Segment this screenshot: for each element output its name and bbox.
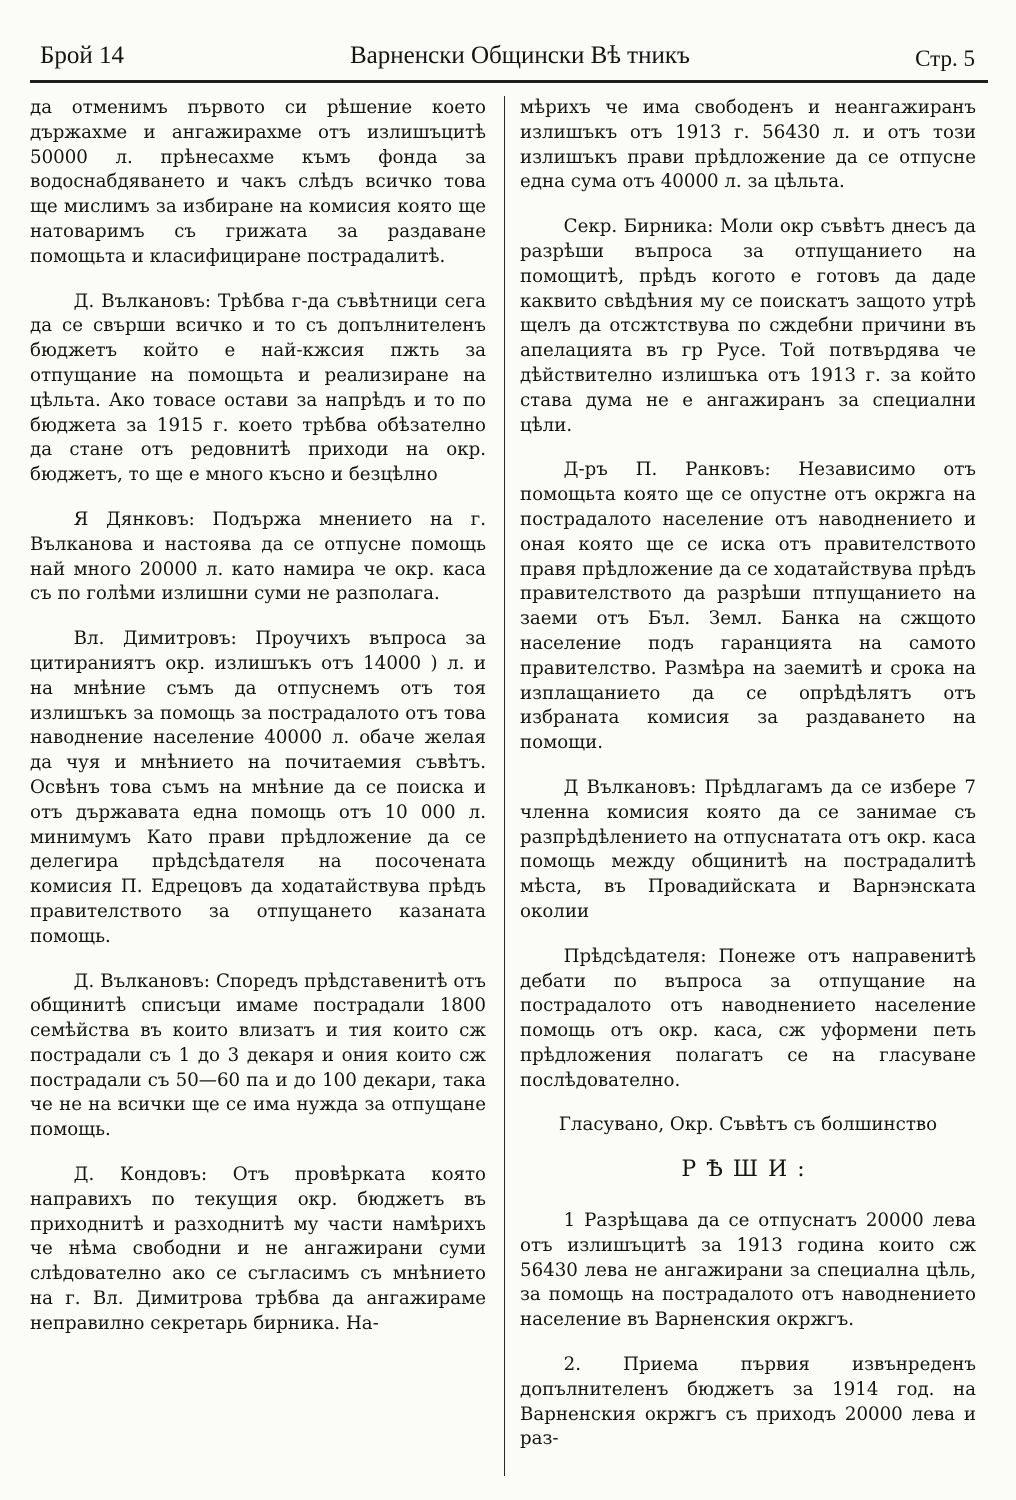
header-rule <box>30 80 988 83</box>
vote-line: Гласувано, Окр. Съвѣтъ съ болшинство <box>558 1114 938 1136</box>
paragraph: Д. Вълкановъ: Трѣбва г-да съвѣтници сега да се свърши всичко и то съ допълнителенъ бюджетъ който е най-кжсия пжть за отпущание на помощьта и реализиране на цѣльта. Ако товасе остави за напрѣдъ и то по бюджета за 1915 г. което трѣбва обѣзателно да стане отъ редовнитѣ приходи на окр. бюджетъ, то ще е много късно и безцѣлно <box>30 290 486 486</box>
page-header <box>30 28 990 78</box>
page-number: Стр. 5 <box>915 46 975 71</box>
paragraph: Д. Кондовъ: Отъ провѣрката която направихъ по текущия окр. бюджетъ въ приходнитѣ и разходнитѣ му части намѣрихъ че нѣма свободни и не ангажирани суми слѣдователно ако се съгласимъ съ мнѣнието на г. Вл. Димитрова трѣбва да ангажираме неправилно секретарь бирника. На- <box>30 1164 486 1334</box>
paragraph: Прѣдсѣдателя: Понеже отъ направенитѣ дебати по въпроса за отпущание на пострадалото отъ наводнението население помощь отъ окр. каса, сж уформени петь прѣдложения полагатъ се на гласуване послѣдователно. <box>520 945 976 1091</box>
paragraph: Вл. Димитровъ: Проучихъ въпроса за цитираниятъ окр. излишъкъ отъ 14000 ) л. и на мнѣние съмъ да отпуснемъ отъ тоя излишъкъ за помощь за пострадалото отъ това наводнение население 40000 л. обаче желая да чуя и мнѣнието на почитаемия съвѣтъ. Освѣнъ това съмъ на мнѣние да се поиска и отъ държавата една помощь отъ 10 000 л. минимумъ Като прави прѣдложение да се делегира прѣдсѣдателя на посочената комисия П. Едрецовъ да ходатайствува прѣдъ правителството за отпущането казаната помощь. <box>30 628 486 947</box>
paragraph: Д. Вълкановъ: Споредъ прѣдставенитѣ отъ общинитѣ списъци имаме пострадали 1800 семѣйства въ които влизатъ и тия които сж пострадали съ 1 до 3 декаря и ония които сж пострадали съ 50—60 па и до 100 декари, така че не на всички ще се има нужда за отпущане помощь. <box>30 970 486 1141</box>
paragraph: Секр. Бирника: Моли окр съвѣтъ днесъ да разрѣши въпроса за отпущанието на помощитѣ, прѣдъ когото е готовъ да даде каквито свѣдѣния му се поискатъ защото утрѣ щелъ да отсжтствува по сждебни причини въ апелацията въ гр Русе. Той потвърдява че дѣйствително излишъка отъ 1913 г. за който става дума не е ангажиранъ за специални цѣли. <box>520 216 976 436</box>
right-column <box>520 96 976 1476</box>
issue-number: Брой 14 <box>40 42 124 69</box>
paragraph: Д Вълкановъ: Прѣдлагамъ да се избере 7 членна комисия която да се занимае съ разпрѣдѣлението на отпуснатата отъ окр. каса помощь между общинитѣ на пострадалитѣ мѣста, въ Провадийската и Варнэнската околии <box>520 776 976 922</box>
paragraph: Д-ръ П. Ранковъ: Независимо отъ помощьта която ще се опустне отъ окржга на пострадалото население отъ наводнението и оная която ще се иска отъ правителството правя прѣдложение да се ходатайствува прѣдъ правителството да разрѣши птпущанието на заеми отъ Бъл. Земл. Банка на сжщото население подъ гаранцията на самото правителство. Размѣра на заемитѣ и срока на изплащанието да се опрѣдѣлятъ отъ избраната комисия за раздаването на помощи. <box>520 459 976 754</box>
paragraph: Я Дянковъ: Подържа мнението на г. Вълканова и настоява да се отпусне помощь най много 20000 л. като намира че окр. каса съ по голѣми излишни суми не разполага. <box>30 508 486 605</box>
publication-title: Варненски Общински Вѣ тникъ <box>350 42 690 69</box>
decision-item: 2. Приема първия извънреденъ допълнителенъ бюджетъ за 1914 год. на Варненския окржгъ съ приходъ 20000 лева и раз- <box>520 1354 976 1450</box>
decision-item: 1 Разрѣщава да се отпуснатъ 20000 лева отъ излишъцитѣ за 1913 година които сж 56430 лева не ангажирани за специална цѣль, за помощь на пострадалото отъ наводнението население въ Варненския окржгъ. <box>520 1210 976 1331</box>
paragraph: мѣрихъ че има свободенъ и неангажиранъ излишъкъ отъ 1913 г. 56430 л. и отъ този излишъкъ прави прѣдложение да се отпусне една сума отъ 40000 л. за цѣльта. <box>520 97 976 193</box>
column-divider <box>504 96 505 1476</box>
paragraph: да отменимъ първото си рѣшение което държахме и ангажирахме отъ излишъцитѣ 50000 л. прѣнесахме къмъ фонда за водоснабдяването и чакъ слѣдъ всичко това ще мислимъ за избиране на комисия която ще натоваримъ съ грижата за раздаване помощьта и класифициране пострадалитѣ. <box>30 97 486 267</box>
resolution-heading: РѢШИ: <box>681 1157 815 1183</box>
left-column <box>30 96 486 1476</box>
